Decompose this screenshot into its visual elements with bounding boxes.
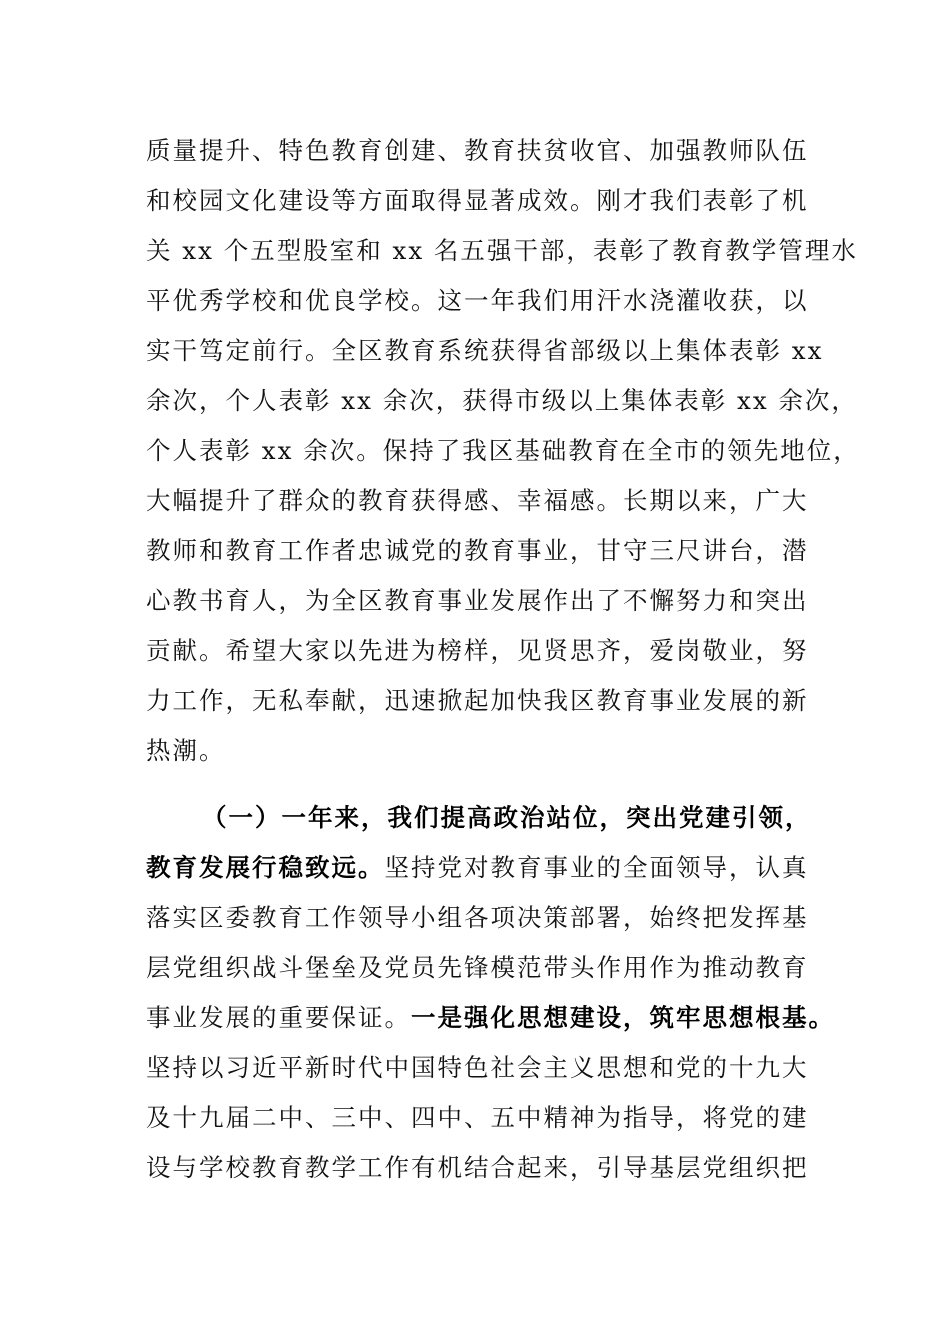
text-line: 落实区委教育工作领导小组各项决策部署，始终把发挥基 bbox=[146, 903, 809, 932]
text-span: 坚持党对教育事业的全面领导，认真 bbox=[384, 853, 809, 882]
text-line: 教师和教育工作者忠诚党的教育事业，甘守三尺讲台，潜 bbox=[146, 536, 809, 565]
text-line: 层党组织战斗堡垒及党员先锋模范带头作用作为推动教育 bbox=[146, 953, 809, 982]
text-span: 事业发展的重要保证。 bbox=[146, 1003, 411, 1032]
text-line: 个人表彰 xx 余次。保持了我区基础教育在全市的领先地位， bbox=[146, 436, 860, 465]
text-line: 心教书育人，为全区教育事业发展作出了不懈努力和突出 bbox=[146, 586, 809, 615]
text-line: 贡献。希望大家以先进为榜样，见贤思齐，爱岗敬业，努 bbox=[146, 636, 809, 665]
text-line: 设与学校教育教学工作有机结合起来，引导基层党组织把 bbox=[146, 1153, 809, 1182]
subheading-thought-building: 一是强化思想建设，筑牢思想根基。 bbox=[411, 1003, 835, 1032]
text-line bbox=[146, 851, 809, 885]
text-line: 热潮。 bbox=[146, 736, 226, 765]
text-line: 及十九届二中、三中、四中、五中精神为指导，将党的建 bbox=[146, 1103, 809, 1132]
text-line: 实干笃定前行。全区教育系统获得省部级以上集体表彰 xx bbox=[146, 336, 824, 365]
text-line: 关 xx 个五型股室和 xx 名五强干部，表彰了教育教学管理水 bbox=[146, 236, 858, 265]
text-line: 坚持以习近平新时代中国特色社会主义思想和党的十九大 bbox=[146, 1053, 809, 1082]
text-line: 力工作，无私奉献，迅速掀起加快我区教育事业发展的新 bbox=[146, 686, 809, 715]
text-line: 质量提升、特色教育创建、教育扶贫收官、加强教师队伍 bbox=[146, 136, 809, 165]
text-line: 平优秀学校和优良学校。这一年我们用汗水浇灌收获，以 bbox=[146, 286, 809, 315]
section-heading-continued: 教育发展行稳致远。 bbox=[146, 853, 385, 882]
text-line: 余次，个人表彰 xx 余次，获得市级以上集体表彰 xx 余次， bbox=[146, 386, 858, 415]
text-line: 大幅提升了群众的教育获得感、幸福感。长期以来，广大 bbox=[146, 486, 809, 515]
section-heading: （一）一年来，我们提高政治站位，突出党建引领， bbox=[202, 803, 812, 832]
text-line bbox=[146, 1001, 835, 1035]
text-line: 和校园文化建设等方面取得显著成效。刚才我们表彰了机 bbox=[146, 186, 809, 215]
